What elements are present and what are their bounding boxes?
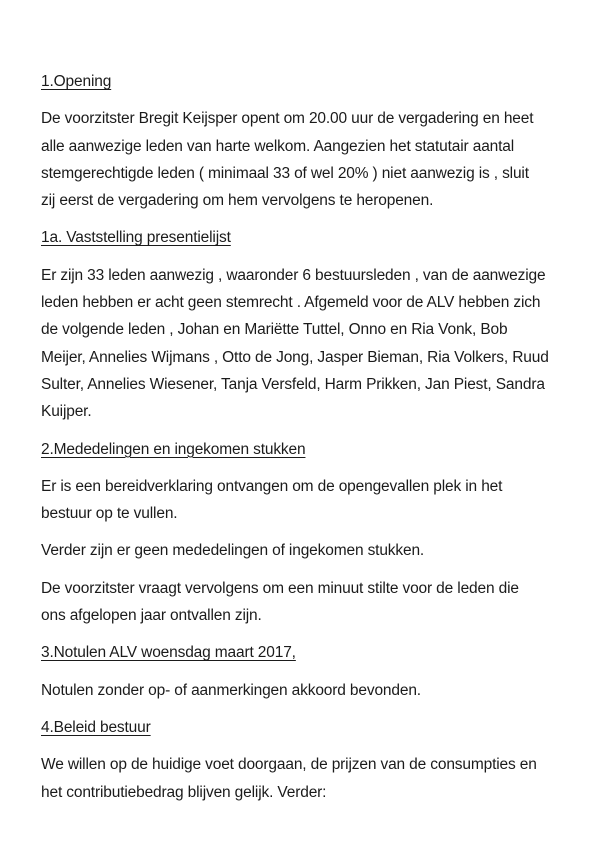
heading-text: 1.Opening [41,73,112,90]
section-heading [41,68,571,95]
paragraph-line: Notulen zonder op- of aanmerkingen akkoord bevonden. [41,681,421,699]
heading-text: 1a. Vaststelling presentielijst [41,229,231,247]
heading-text: 2.Mededelingen en ingekomen stukken [41,440,306,458]
paragraph-line: De voorzitster Bregit Keijsper opent om 20.00 uur de vergadering en heet [41,110,534,128]
paragraph [41,473,571,528]
section-heading [41,639,571,666]
paragraph [41,262,571,426]
paragraph [41,751,571,806]
paragraph [41,105,571,214]
paragraph-line: bestuur op te vullen. [41,505,178,523]
paragraph [41,575,571,630]
document-body [41,68,571,806]
paragraph-line: Verder zijn er geen mededelingen of ingekomen stukken. [41,542,425,560]
section-heading [41,714,571,741]
paragraph [41,537,571,564]
heading-text: 3.Notulen ALV woensdag maart 2017, [41,644,296,662]
paragraph-line: de volgende leden , Johan en Mariëtte Tuttel, Onno en Ria Vonk, Bob [41,321,508,339]
paragraph [41,677,571,704]
paragraph-line: Er is een bereidverklaring ontvangen om de opengevallen plek in het [41,477,503,495]
paragraph-line: De voorzitster vraagt vervolgens om een minuut stilte voor de leden die [41,579,519,597]
paragraph-line: ons afgelopen jaar ontvallen zijn. [41,607,262,625]
paragraph-line: het contributiebedrag blijven gelijk. Verder: [41,783,327,801]
paragraph-line: stemgerechtigde leden ( minimaal 33 of wel 20% ) niet aanwezig is , sluit [41,164,529,182]
heading-text: 4.Beleid bestuur [41,718,151,736]
section-heading [41,436,571,463]
paragraph-line: Sulter, Annelies Wiesener, Tanja Versfeld, Harm Prikken, Jan Piest, Sandra [41,375,545,393]
paragraph-line: Meijer, Annelies Wijmans , Otto de Jong, Jasper Bieman, Ria Volkers, Ruud [41,348,549,366]
section-heading [41,224,571,251]
paragraph-line: Er zijn 33 leden aanwezig , waaronder 6 bestuursleden , van de aanwezige [41,266,546,284]
paragraph-line: Kuijper. [41,403,92,421]
paragraph-line: leden hebben er acht geen stemrecht . Afgemeld voor de ALV hebben zich [41,294,541,312]
paragraph-line: alle aanwezige leden van harte welkom. Aangezien het statutair aantal [41,137,515,155]
paragraph-line: We willen op de huidige voet doorgaan, de prijzen van de consumpties en [41,756,537,774]
paragraph-line: zij eerst de vergadering om hem vervolgens te heropenen. [41,192,434,210]
